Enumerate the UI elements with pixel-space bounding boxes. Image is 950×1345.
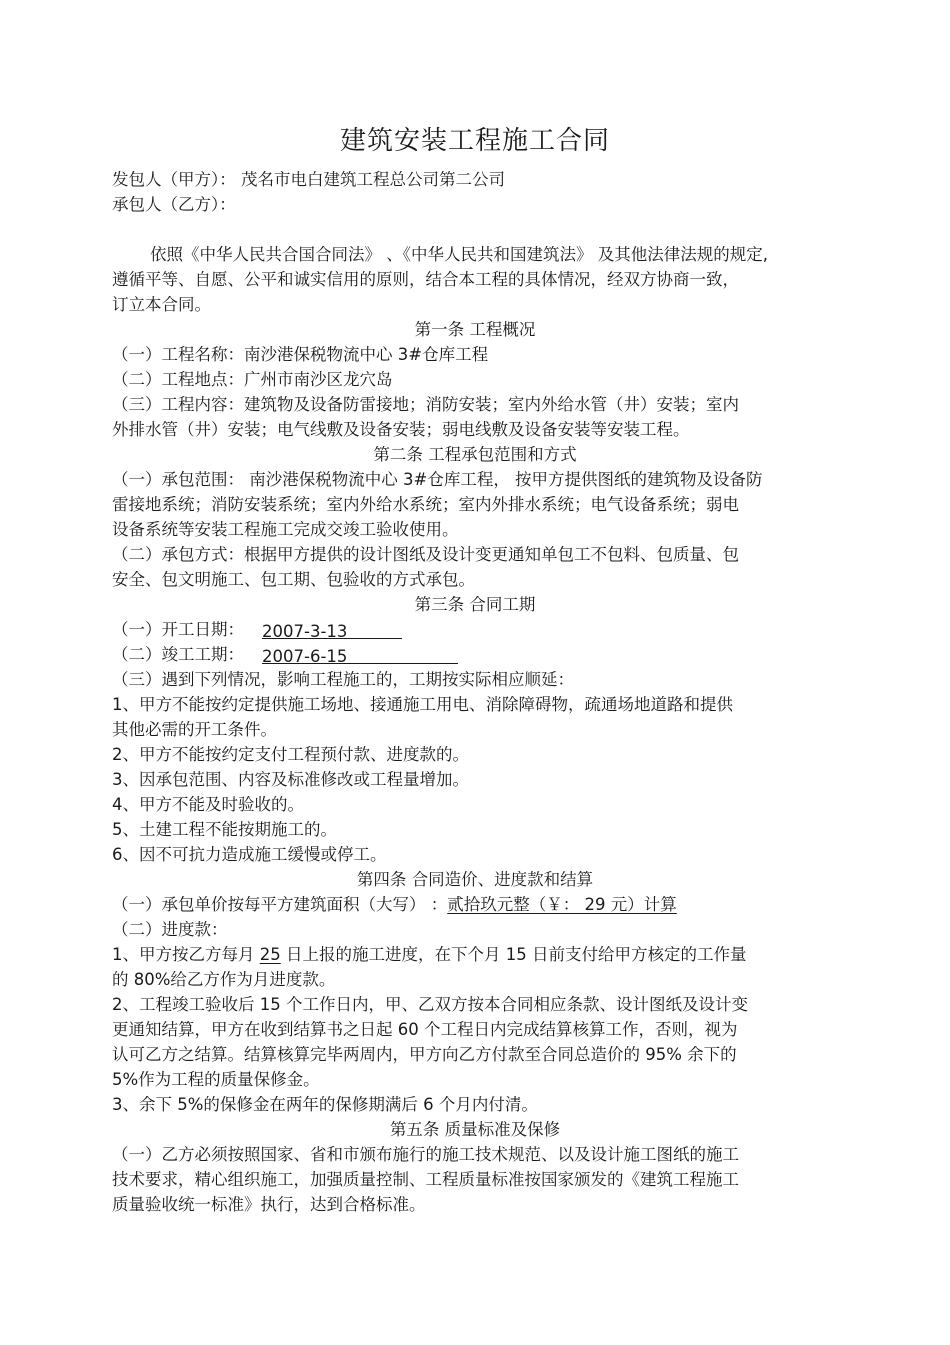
article-3-heading: 第三条 合同工期	[414, 595, 536, 614]
art3-line-5: 3、因承包范围、内容及标准修改或工程量增加。	[112, 770, 469, 789]
art4-item1-line2: 的 80%给乙方作为月进度款。	[112, 970, 336, 989]
article-2-heading: 第二条 工程承包范围和方式	[373, 445, 577, 464]
article-1-heading: 第一条 工程概况	[414, 320, 536, 339]
intro-line-3: 订立本合同。	[112, 295, 211, 314]
end-date-value: 2007-6-15	[262, 647, 348, 666]
intro-line-1: 依照《中华人民共合国合同法》 、《中华人民共和国建筑法》 及其他法律法规的规定,	[150, 245, 768, 264]
art1-line-2: （二）工程地点：广州市南沙区龙穴岛	[112, 370, 393, 389]
start-date-field	[262, 622, 402, 639]
end-date-line	[112, 645, 458, 665]
art2-line-2: 雷接地系统；消防安装系统；室内外给水系统；室内外排水系统；电气设备系统；弱电	[112, 495, 739, 514]
art4-item1-line1	[112, 945, 746, 965]
art1-line-4: 外排水管（井）安装；电气线敷及设备安装；弱电线敷及设备安装等安装工程。	[112, 420, 690, 439]
end-date-field	[262, 647, 458, 664]
article-4-heading: 第四条 合同造价、进度款和结算	[356, 870, 594, 889]
party-a-line: 发包人（甲方）： 茂名市电白建筑工程总公司第二公司	[112, 170, 505, 189]
art3-line-2: 1、甲方不能按约定提供施工场地、接通施工用电、消除障碍物，疏通场地道路和提供	[112, 695, 733, 714]
art3-line-8: 6、因不可抗力造成施工缓慢或停工。	[112, 845, 387, 864]
art5-line-1: （一）乙方必须按照国家、省和市颁布施行的施工技术规范、以及设计施工图纸的施工	[112, 1145, 739, 1164]
art2-line-5: 安全、包文明施工、包工期、包验收的方式承包。	[112, 570, 475, 589]
party-b-line: 承包人（乙方）：	[112, 195, 236, 214]
unit-price-prefix: （一）承包单价按每平方建筑面积（大写） ：	[112, 895, 448, 914]
unit-price-value: 贰拾玖元整（￥： 29 元）计算	[447, 895, 677, 914]
article-5-heading: 第五条 质量标准及保修	[389, 1120, 561, 1139]
art2-line-4: （二）承包方式：根据甲方提供的设计图纸及设计变更通知单包工不包料、包质量、包	[112, 545, 739, 564]
art3-line-1: （三）遇到下列情况，影响工程施工的，工期按实际相应顺延：	[112, 670, 574, 689]
report-day-value: 25	[259, 945, 281, 964]
art4-line-5: 3、余下 5%的保修金在两年的保修期满后 6 个月内付清。	[112, 1095, 538, 1114]
art3-line-6: 4、甲方不能及时验收的。	[112, 795, 304, 814]
unit-price-line	[112, 895, 677, 915]
art4-line-4: 5%作为工程的质量保修金。	[112, 1070, 320, 1089]
document-title: 建筑安装工程施工合同	[339, 126, 610, 156]
progress-payment-label: （二）进度款：	[112, 920, 228, 939]
art4-item1-suffix: 日上报的施工进度，在下个月 15 日前支付给甲方核定的工作量	[280, 945, 747, 964]
art2-line-3: 设备系统等安装工程施工完成交竣工验收使用。	[112, 520, 459, 539]
art1-line-1: （一）工程名称：南沙港保税物流中心 3#仓库工程	[112, 345, 489, 364]
art3-line-4: 2、甲方不能按约定支付工程预付款、进度款的。	[112, 745, 469, 764]
art3-line-3: 其他必需的开工条件。	[112, 720, 277, 739]
art5-line-2: 技术要求，精心组织施工，加强质量控制、工程质量标准按国家颁发的《建筑工程施工	[112, 1170, 739, 1189]
art1-line-3: （三）工程内容：建筑物及设备防雷接地；消防安装；室内外给水管（井）安装；室内	[112, 395, 739, 414]
art5-line-3: 质量验收统一标准》执行，达到合格标准。	[112, 1195, 426, 1214]
start-date-value: 2007-3-13	[262, 622, 348, 641]
art2-line-1: （一）承包范围： 南沙港保税物流中心 3#仓库工程， 按甲方提供图纸的建筑物及设备防	[112, 470, 763, 489]
start-date-label: （一）开工日期：	[112, 620, 244, 639]
art4-line-3: 认可乙方之结算。结算核算完毕两周内，甲方向乙方付款至合同总造价的 95% 余下的	[112, 1045, 737, 1064]
art3-line-7: 5、土建工程不能按期施工的。	[112, 820, 337, 839]
end-date-label: （二）竣工工期：	[112, 645, 244, 664]
art4-item1-prefix: 1、甲方按乙方每月	[112, 945, 260, 964]
intro-line-2: 遵循平等、自愿、公平和诚实信用的原则，结合本工程的具体情况，经双方协商一致，	[112, 270, 739, 289]
start-date-line	[112, 620, 402, 640]
art4-line-2: 更通知结算，甲方在收到结算书之日起 60 个工程日内完成结算核算工作，否则，视为	[112, 1020, 738, 1039]
art4-line-1: 2、工程竣工验收后 15 个工作日内，甲、乙双方按本合同相应条款、设计图纸及设计变	[112, 995, 748, 1014]
